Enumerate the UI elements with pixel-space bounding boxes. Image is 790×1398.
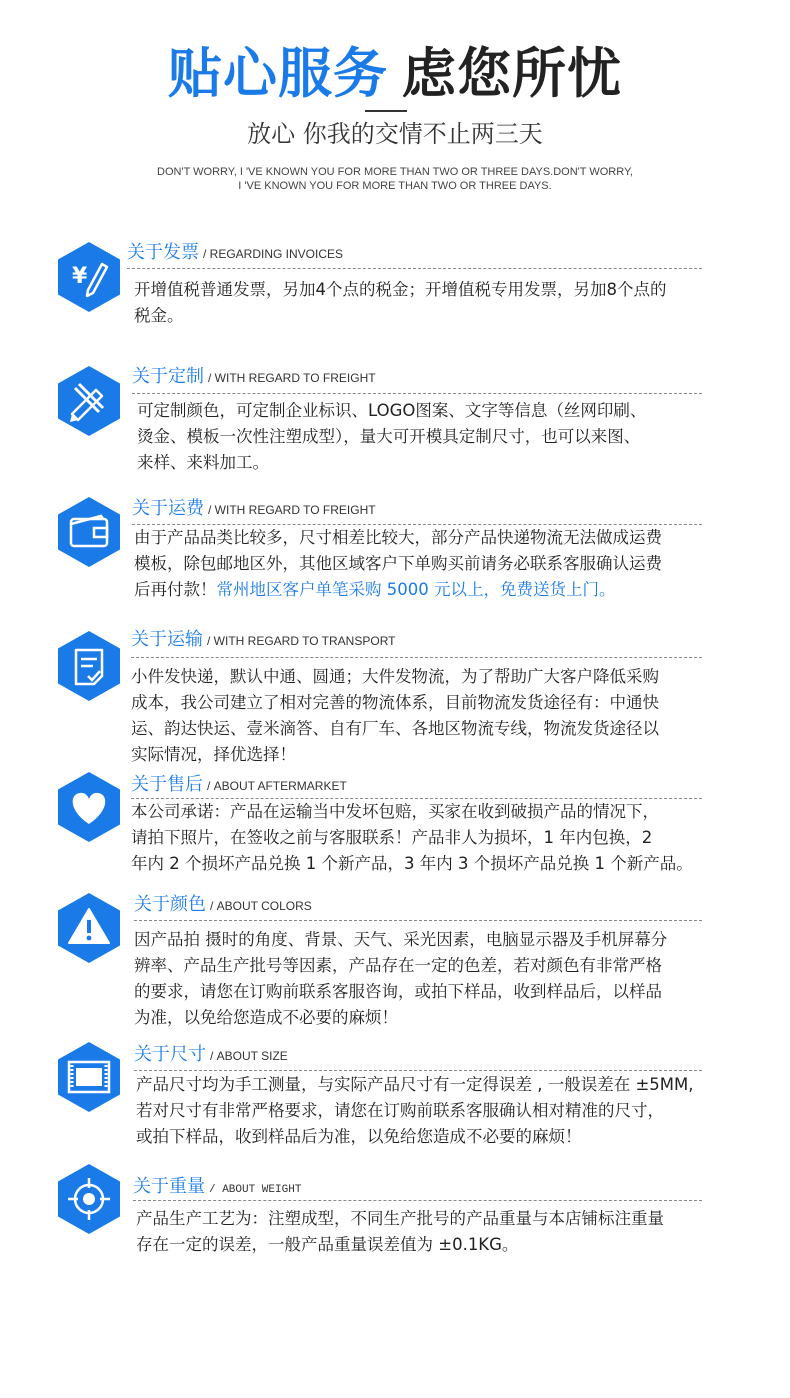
checklist-icon — [58, 631, 120, 701]
section-divider — [132, 393, 702, 394]
section-body — [136, 1206, 664, 1258]
section-heading — [127, 242, 343, 264]
free-delivery-note: 常州地区客户单笔采购 5000 元以上，免费送货上门。 — [216, 580, 616, 599]
crosshair-icon — [58, 1164, 120, 1234]
body-line: 若对尺寸有非常严格要求，请您在订购前联系客服确认相对精准的尺寸， — [136, 1101, 664, 1120]
section-heading — [134, 894, 312, 916]
section-title: 关于尺寸 — [134, 1044, 206, 1065]
wallet-icon — [58, 497, 120, 567]
title-main: 虑您所忧 — [402, 42, 622, 105]
section-body — [134, 277, 667, 329]
english-tagline — [0, 165, 790, 193]
body-line: 本公司承诺：产品在运输当中发坏包赔，买家在收到破损产品的情况下， — [131, 802, 659, 821]
body-line: 的要求，请您在订购前联系客服咨询，或拍下样品，收到样品后，以样品 — [134, 982, 662, 1001]
body-line: 年内 2 个损坏产品兑换 1 个新产品，3 年内 3 个损坏产品兑换 1 个新产品。 — [131, 854, 693, 873]
yen-pen-icon — [58, 242, 120, 312]
body-line: 实际情况，择优选择！ — [131, 745, 296, 764]
body-line: 开增值税普通发票，另加4个点的税金；开增值税专用发票，另加8个点的 — [134, 280, 667, 299]
section-subtitle: / REGARDING INVOICES — [203, 247, 344, 261]
body-line: 烫金、模板一次性注塑成型），量大可开模具定制尺寸，也可以来图、 — [137, 427, 641, 446]
body-line: 存在一定的误差，一般产品重量误差值为 ±0.1KG。 — [136, 1235, 519, 1254]
section-heading — [133, 1176, 301, 1198]
section-title: 关于发票 — [127, 242, 199, 263]
body-line — [134, 577, 662, 603]
film-frame-icon — [58, 1042, 120, 1112]
section-heading — [132, 498, 376, 520]
body-line: 运、韵达快运、壹米滴答、自有厂车、各地区物流专线，物流发货途径以 — [131, 719, 659, 738]
heart-icon — [58, 772, 120, 842]
body-line: 为准，以免给您造成不必要的麻烦！ — [134, 1008, 398, 1027]
page-title — [0, 42, 790, 106]
section-title: 关于运费 — [132, 498, 204, 519]
section-subtitle: / ABOUT WEIGHT — [209, 1184, 302, 1196]
body-line: 模板，除包邮地区外，其他区域客户下单购买前请务必联系客服确认运费 — [134, 554, 662, 573]
page-subtitle: 放心 你我的交情不止两三天 — [247, 120, 543, 148]
section-body — [136, 1072, 694, 1150]
section-divider — [131, 657, 702, 658]
section-divider — [133, 1200, 702, 1201]
section-subtitle: / ABOUT AFTERMARKET — [207, 779, 347, 793]
section-title: 关于颜色 — [134, 894, 206, 915]
warning-icon — [58, 893, 120, 963]
body-line: 请拍下照片，在签收之前与客服联系！产品非人为损坏，1 年内包换，2 — [131, 828, 653, 847]
section-divider — [134, 920, 702, 921]
body-line: 税金。 — [134, 306, 184, 325]
section-divider — [127, 268, 702, 269]
section-body — [131, 664, 659, 768]
section-subtitle: / WITH REGARD TO FREIGHT — [208, 371, 376, 385]
section-subtitle: / WITH REGARD TO TRANSPORT — [207, 634, 396, 648]
section-heading — [131, 774, 347, 796]
body-line: 成本，我公司建立了相对完善的物流体系，目前物流发货途径有：中通快 — [131, 693, 659, 712]
svg-text:¥: ¥ — [72, 264, 88, 289]
section-heading — [132, 366, 376, 388]
body-line: 小件发快递，默认中通、圆通；大件发物流，为了帮助广大客户降低采购 — [131, 667, 659, 686]
section-body — [134, 927, 667, 1031]
body-text: 后再付款！ — [134, 580, 217, 599]
section-title: 关于重量 — [133, 1176, 205, 1197]
english-tagline-line1: DON'T WORRY, I 'VE KNOWN YOU FOR MORE THAN TWO OR THREE DAYS.DON'T WORRY, — [157, 166, 633, 178]
section-title: 关于运输 — [131, 629, 203, 650]
body-line: 辨率、产品生产批号等因素，产品存在一定的色差，若对颜色有非常严格 — [134, 956, 662, 975]
section-title: 关于定制 — [132, 366, 204, 387]
title-highlight: 贴心服务 — [168, 42, 388, 105]
section-heading — [131, 629, 395, 651]
section-heading — [134, 1044, 288, 1066]
body-line: 来样、来料加工。 — [137, 453, 269, 472]
body-line: 产品尺寸均为手工测量，与实际产品尺寸有一定得误差 , 一般误差在 ±5MM, — [136, 1075, 694, 1094]
body-line: 因产品拍 摄时的角度、背景、天气、采光因素，电脑显示器及手机屏幕分 — [134, 930, 668, 949]
section-body — [134, 525, 662, 603]
section-divider — [134, 1070, 702, 1071]
section-body — [131, 799, 693, 877]
body-line: 产品生产工艺为：注塑成型，不同生产批号的产品重量与本店铺标注重量 — [136, 1209, 664, 1228]
body-line: 或拍下样品，收到样品后为准，以免给您造成不必要的麻烦！ — [136, 1127, 582, 1146]
body-line: 可定制颜色，可定制企业标识、LOGO图案、文字等信息（丝网印刷、 — [137, 401, 647, 420]
body-line: 由于产品品类比较多，尺寸相差比较大，部分产品快递物流无法做成运费 — [134, 528, 662, 547]
english-tagline-line2: I 'VE KNOWN YOU FOR MORE THAN TWO OR THREE DAYS. — [238, 180, 552, 192]
section-subtitle: / WITH REGARD TO FREIGHT — [208, 503, 376, 517]
title-divider — [365, 110, 407, 112]
section-title: 关于售后 — [131, 774, 203, 795]
pencil-ruler-icon — [58, 366, 120, 436]
section-subtitle: / ABOUT COLORS — [210, 899, 312, 913]
section-subtitle: / ABOUT SIZE — [210, 1049, 288, 1063]
section-body — [137, 398, 646, 476]
